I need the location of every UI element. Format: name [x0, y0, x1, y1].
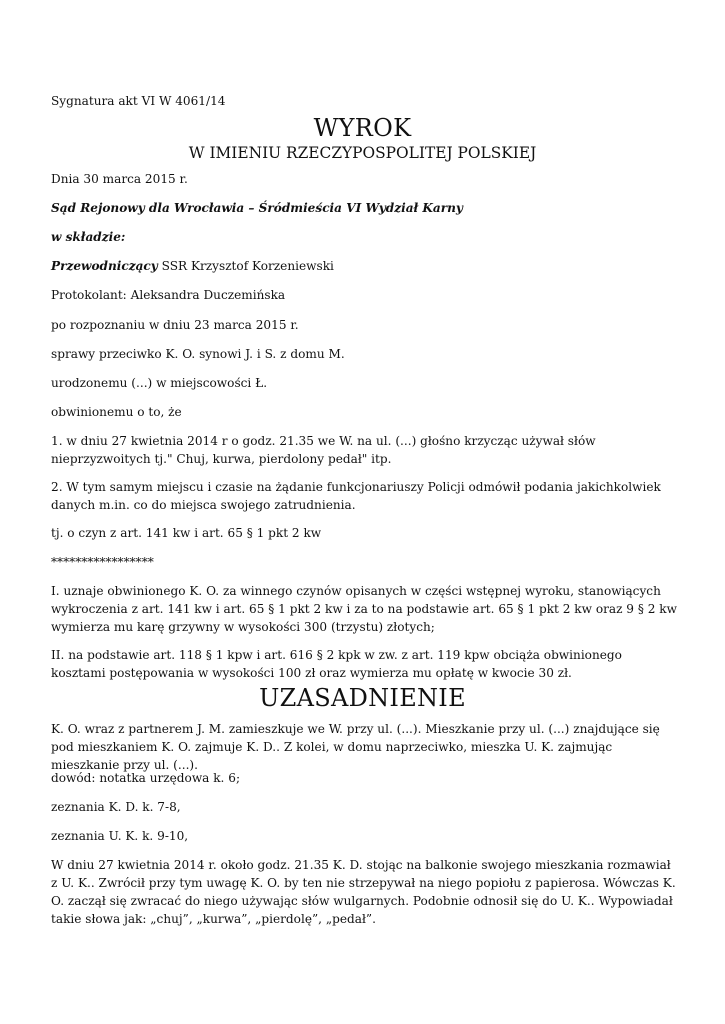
charge-2: 2. W tym samym miejscu i czasie na żądanie funkcjonariuszy Policji odmówił podania jakichkolwiek danych m.in. co do miejsca swojego zatrudnienia.: [51, 480, 661, 512]
evidence-2: zeznania K. D. k. 7-8,: [51, 800, 181, 814]
birthplace: urodzonemu (...) w miejscowości Ł.: [51, 376, 268, 390]
separator: *****************: [51, 555, 154, 569]
clerk: Protokolant: Aleksandra Duczemińska: [51, 288, 286, 302]
presiding-judge: [51, 257, 679, 275]
ruling-2: II. na podstawie art. 118 § 1 kpw i art. 616 § 2 kpk w zw. z art. 119 kpw obciąża obwinionego kosztami postępowania w wysokości 100 zł oraz wymierza mu opłatę w kwocie 30 zł.: [51, 648, 622, 680]
legal-basis: tj. o czyn z art. 141 kw i art. 65 § 1 pkt 2 kw: [51, 526, 322, 540]
ruling-1: I. uznaje obwinionego K. O. za winnego czynów opisanych w części wstępnej wyroku, stanowiących wykroczenia z art. 141 kw i art. 65 § 1 pkt 2 kw i za to na podstawie art. 65 § 1 pkt 2 kw oraz 9 § 2 kw wymierza mu karę grzywny w wysokości 300 (trzystu) złotych;: [51, 584, 677, 634]
court-name: Sąd Rejonowy dla Wrocławia – Śródmieścia VI Wydział Karny: [51, 201, 463, 215]
charge-1: 1. w dniu 27 kwietnia 2014 r o godz. 21.35 we W. na ul. (...) głośno krzycząc używał słów nieprzyzwoitych tj." Chuj, kurwa, pierdolony pedał" itp.: [51, 434, 596, 466]
document-subtitle: W IMIENIU RZECZYPOSPOLITEJ POLSKIEJ: [188, 144, 537, 162]
hearing-date: po rozpoznaniu w dniu 23 marca 2015 r.: [51, 318, 299, 332]
evidence-3: zeznania U. K. k. 9-10,: [51, 829, 189, 843]
justification-paragraph-2: W dniu 27 kwietnia 2014 r. około godz. 21.35 K. D. stojąc na balkonie swojego mieszkania rozmawiał z U. K.. Zwrócił przy tym uwagę K. O. by ten nie strzepywał na niego popiołu z papierosa. Wówczas K. O. zaczął się zwracać do niego używając słów wulgarnych. Podobnie odnosił się do U. K.. Wypowiadał takie słowa jak: „chuj”, „kurwa”, „pierdolę”, „pedał”.: [51, 858, 676, 926]
case-against: sprawy przeciwko K. O. synowi J. i S. z domu M.: [51, 347, 345, 361]
justification-paragraph-1: K. O. wraz z partnerem J. M. zamieszkuje we W. przy ul. (...). Mieszkanie przy ul. (...) znajdujące się pod mieszkaniem K. O. zajmuje K. D.. Z kolei, w domu naprzeciwko, mieszka U. K. zajmując mieszkanie przy ul. (...).: [51, 722, 660, 772]
document-title: WYROK: [313, 114, 412, 142]
evidence-1: dowód: notatka urzędowa k. 6;: [51, 771, 241, 785]
judgment-date: Dnia 30 marca 2015 r.: [51, 172, 188, 186]
presiding-judge-label: Przewodniczący: [51, 259, 158, 273]
composition-label: w składzie:: [51, 230, 126, 244]
presiding-judge-name: SSR Krzysztof Korzeniewski: [157, 259, 334, 273]
case-signature: Sygnatura akt VI W 4061/14: [51, 94, 226, 108]
charged-intro: obwinionemu o to, że: [51, 405, 182, 419]
justification-title: UZASADNIENIE: [259, 684, 466, 712]
